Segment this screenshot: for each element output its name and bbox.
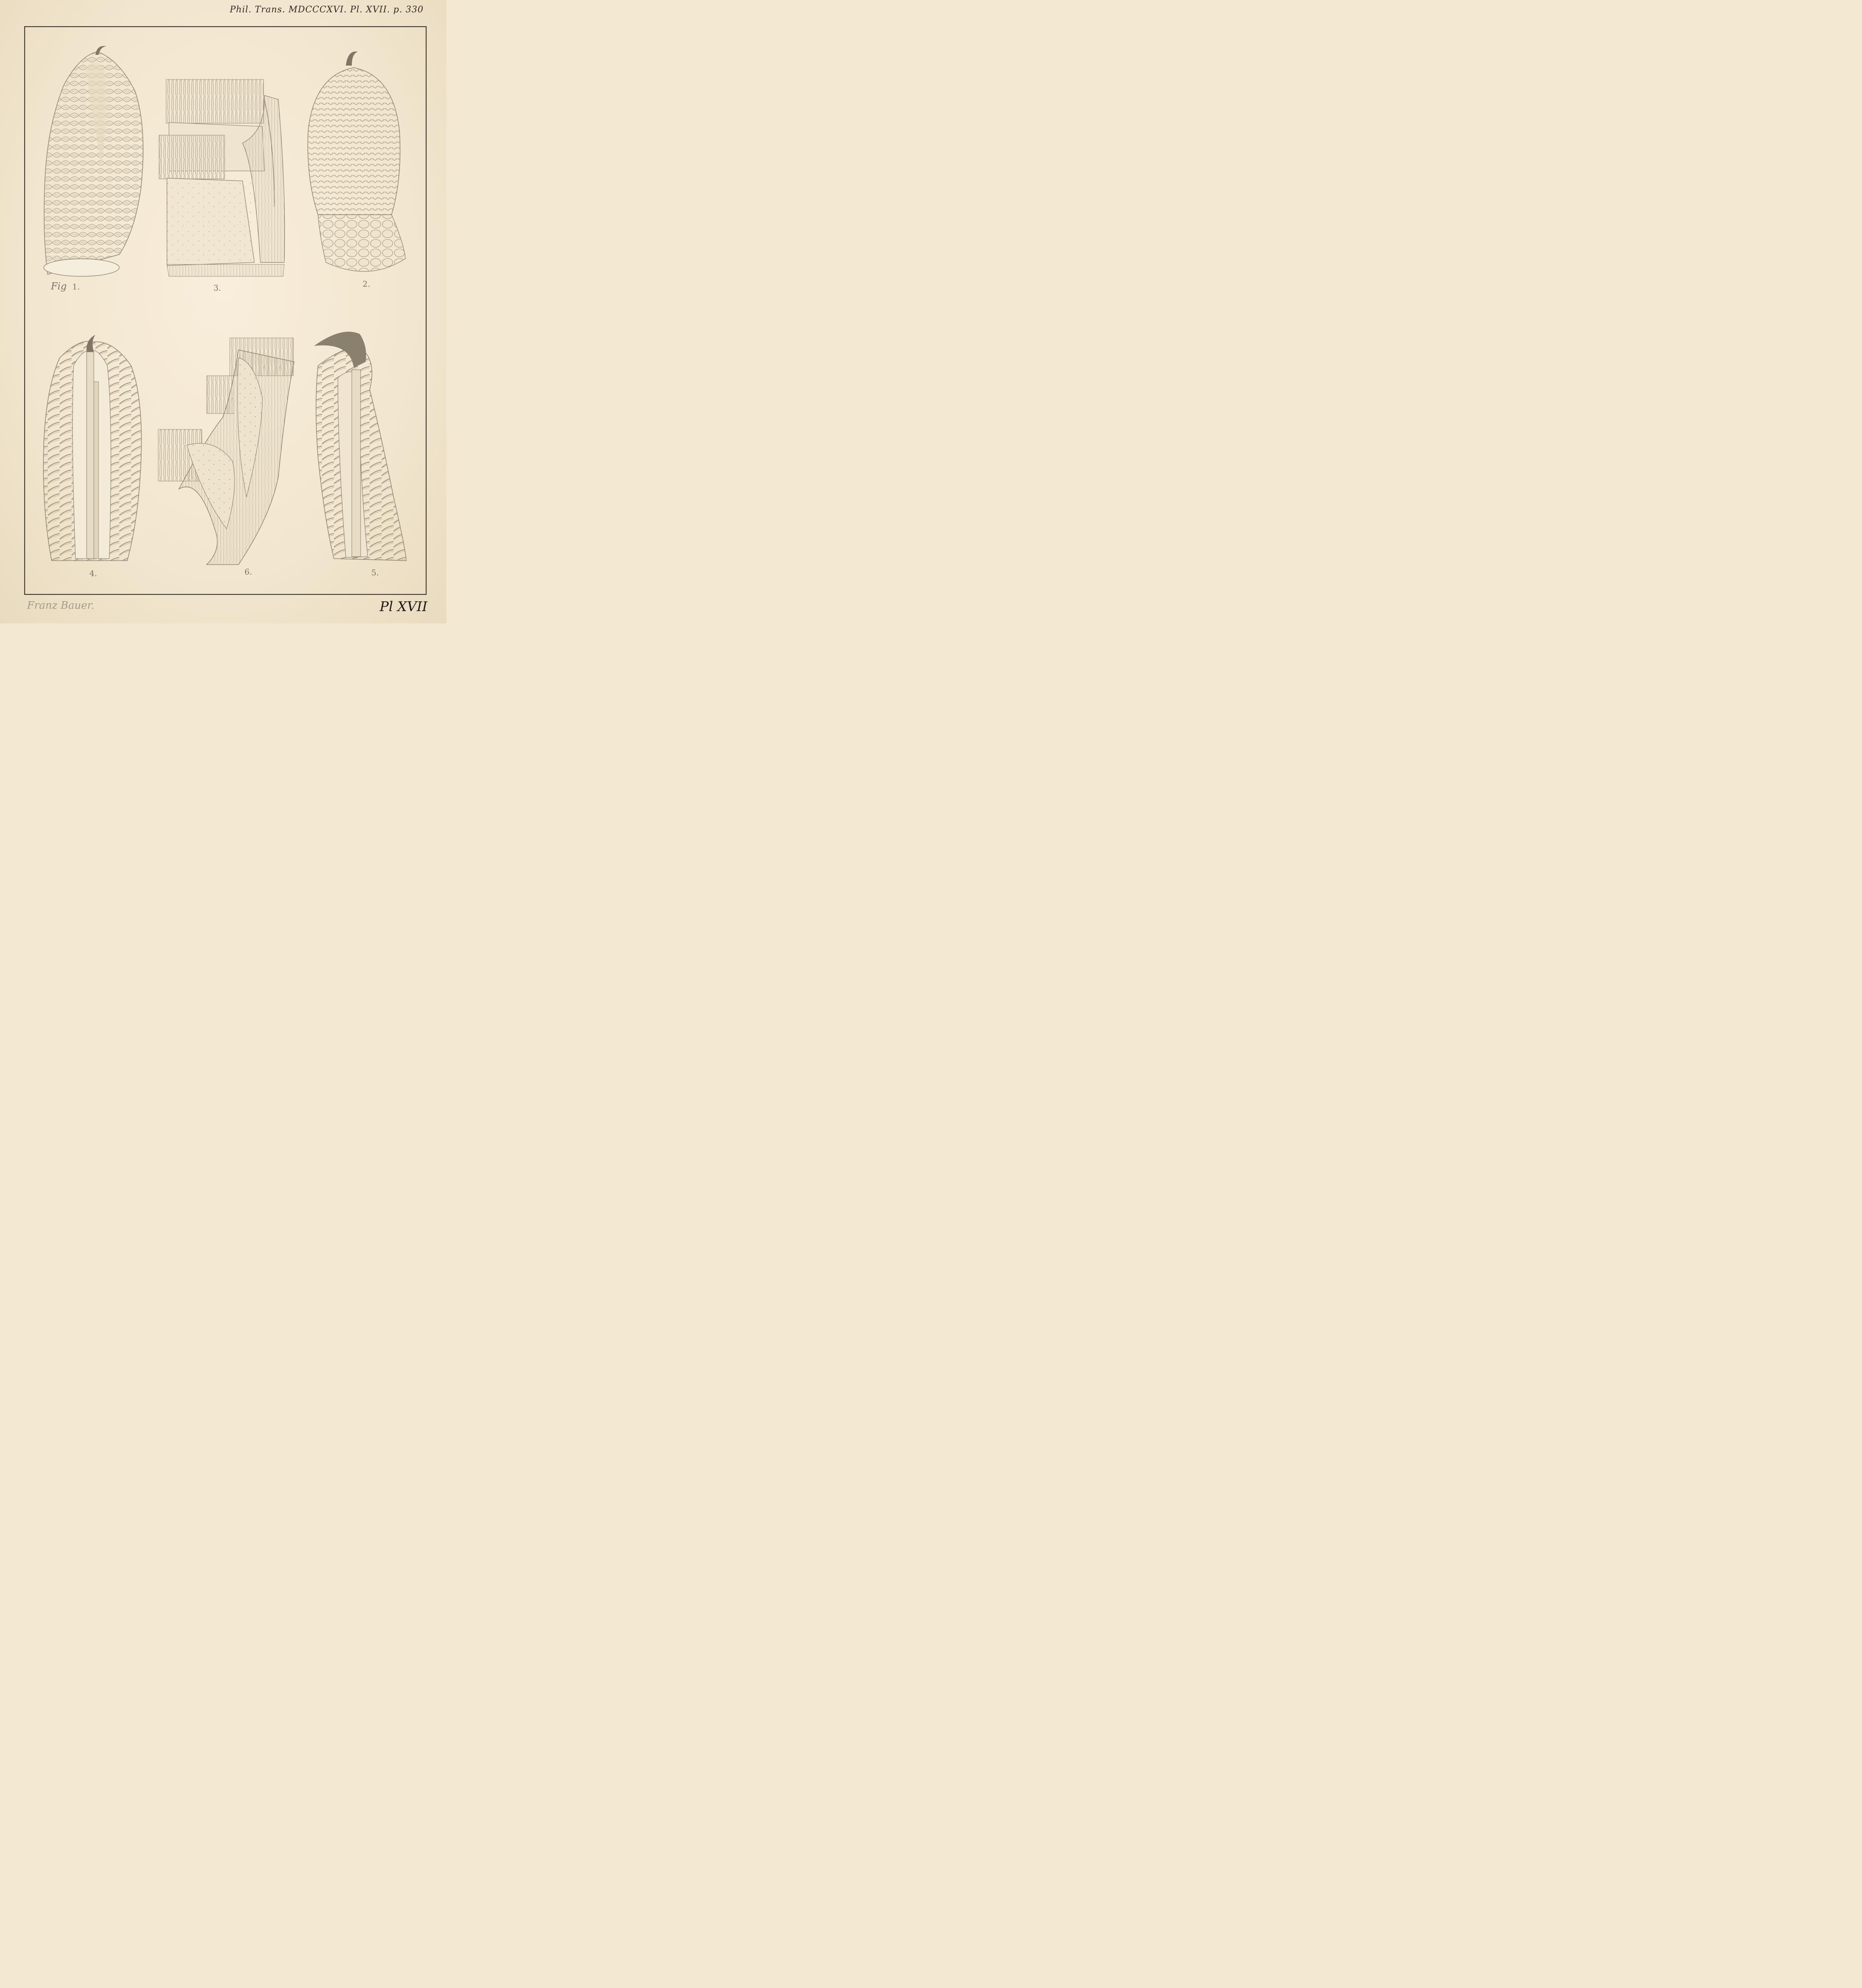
- artist-signature: Franz Bauer.: [27, 600, 95, 612]
- plate-number: Pl XVII: [380, 599, 428, 615]
- figure-5-label: 5.: [371, 568, 379, 577]
- figure-2-drawing: [308, 51, 405, 271]
- figure-3-label: 3.: [213, 283, 221, 293]
- figure-2-label: 2.: [363, 279, 370, 289]
- figure-5-drawing: [314, 332, 406, 561]
- figure-4-drawing: [43, 335, 142, 561]
- figure-1-label: [51, 281, 80, 292]
- journal-citation: Phil. Trans. MDCCCXVI. Pl. XVII. p. 330: [230, 5, 424, 15]
- figure-3-drawing: [159, 80, 285, 276]
- figure-6-drawing: [158, 338, 294, 565]
- figure-1-number: 1.: [72, 282, 80, 291]
- figure-6-label: 6.: [244, 567, 252, 577]
- figure-1-drawing: [44, 46, 143, 276]
- figure-4-label: 4.: [89, 569, 97, 578]
- specimen-plate: [0, 0, 446, 623]
- plate-illustration: [0, 0, 446, 623]
- figure-prefix: Fig: [51, 281, 67, 292]
